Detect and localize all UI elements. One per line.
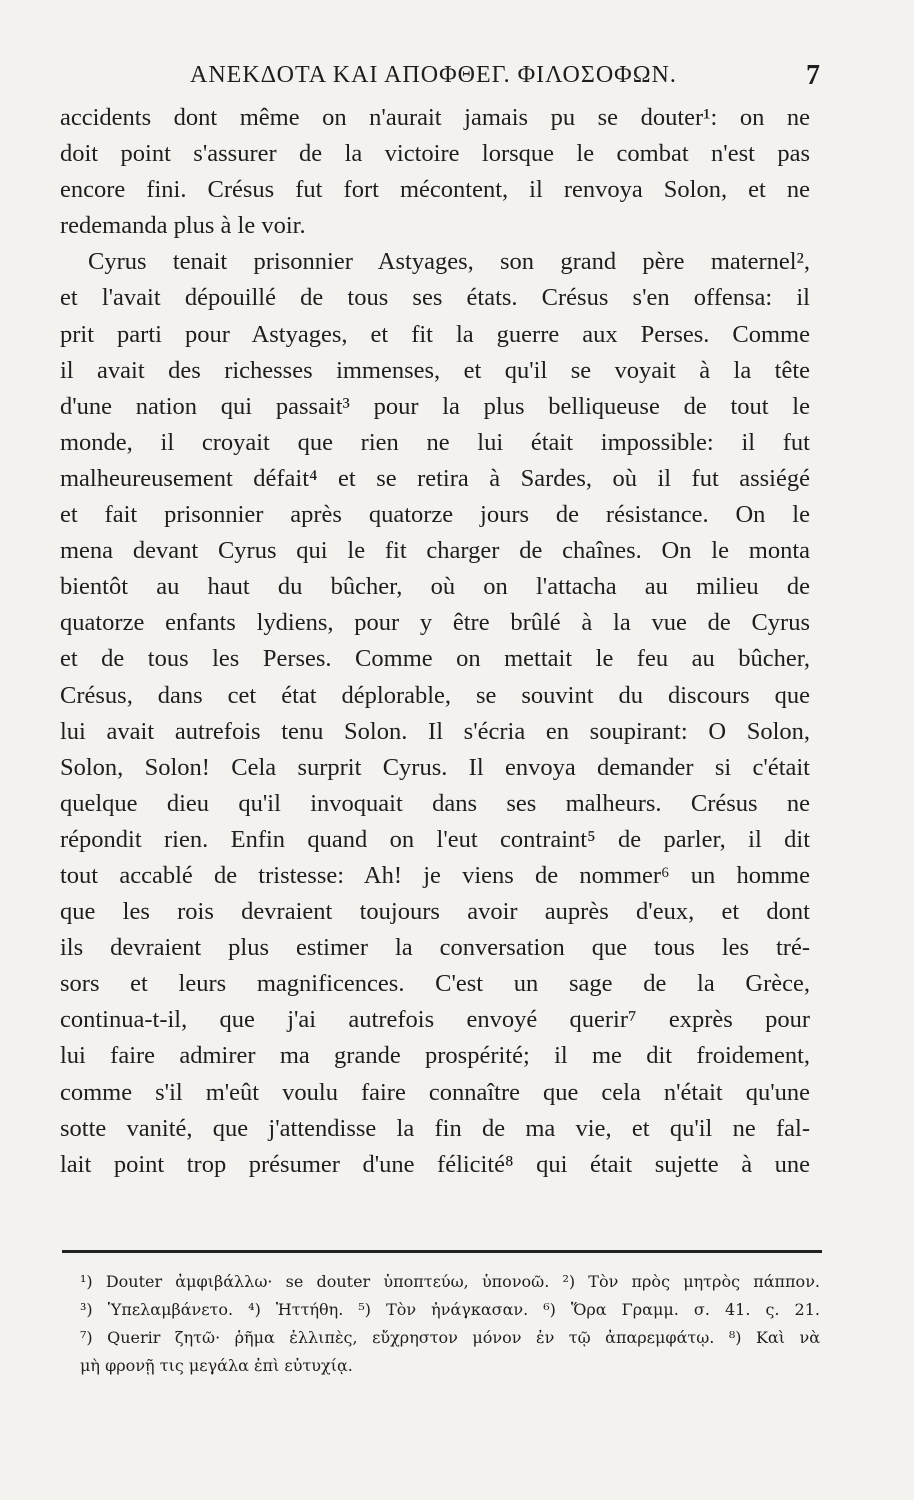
body-text	[60, 100, 810, 1183]
footnote-line: μὴ φρονῇ τις μεγάλα ἐπὶ εὐτυχίᾳ.	[80, 1356, 353, 1375]
text-line: malheureusement défait⁴ et se retira à Sardes, où il fut assiégé	[60, 464, 810, 492]
text-line: lui faire admirer ma grande prospérité; il me dit froidement,	[60, 1042, 810, 1070]
text-line: que les rois devraient toujours avoir auprès d'eux, et dont	[60, 898, 810, 926]
text-line: continua-t-il, que j'ai autrefois envoyé querir⁷ exprès pour	[60, 1006, 810, 1034]
text-line: prit parti pour Astyages, et fit la guerre aux Perses. Comme	[60, 320, 810, 348]
text-line: encore fini. Crésus fut fort mécontent, il renvoya Solon, et ne	[60, 176, 810, 204]
text-line: Crésus, dans cet état déplorable, se souvint du discours que	[60, 681, 810, 709]
text-line: Solon, Solon! Cela surprit Cyrus. Il envoya demander si c'était	[60, 753, 810, 781]
text-line: et fait prisonnier après quatorze jours de résistance. On le	[60, 501, 810, 529]
footnotes	[80, 1268, 820, 1380]
text-line: redemanda plus à le voir.	[60, 212, 306, 240]
page-header	[190, 62, 820, 102]
text-line: d'une nation qui passait³ pour la plus belliqueuse de tout le	[60, 392, 810, 420]
text-line: lait point trop présumer d'une félicité⁸ qui était sujette à une	[60, 1150, 810, 1178]
text-line: et l'avait dépouillé de tous ses états. Crésus s'en offensa: il	[60, 284, 810, 312]
text-line: bientôt au haut du bûcher, où on l'attacha au milieu de	[60, 573, 810, 601]
text-line: monde, il croyait que rien ne lui était impossible: il fut	[60, 428, 810, 456]
footnote-line: ⁷) Querir ζητῶ· ῥῆμα ἐλλιπὲς, εὔχρηστον μόνον ἐν τῷ ἀπαρεμφάτῳ. ⁸) Καὶ νὰ	[80, 1328, 820, 1347]
text-line: sors et leurs magnificences. C'est un sage de la Grèce,	[60, 970, 810, 998]
footnote-line: ¹) Douter ἀμφιβάλλω· se douter ὑποπτεύω, ὑπονοῶ. ²) Τὸν πρὸς μητρὸς πάππον.	[80, 1272, 820, 1291]
text-line: quelque dieu qu'il invoquait dans ses malheurs. Crésus ne	[60, 789, 810, 817]
text-line: répondit rien. Enfin quand on l'eut contraint⁵ de parler, il dit	[60, 825, 810, 853]
text-line: et de tous les Perses. Comme on mettait le feu au bûcher,	[60, 645, 810, 673]
text-line: Cyrus tenait prisonnier Astyages, son grand père maternel²,	[88, 248, 810, 276]
page-number: 7	[806, 60, 820, 91]
footnote-line: ³) Ὑπελαμβάνετο. ⁴) Ἡττήθη. ⁵) Τὸν ἠνάγκασαν. ⁶) Ὅρα Γραμμ. σ. 41. ς. 21.	[80, 1300, 820, 1319]
footnote-divider	[62, 1250, 822, 1253]
text-line: comme s'il m'eût voulu faire connaître que cela n'était qu'une	[60, 1078, 810, 1106]
text-line: quatorze enfants lydiens, pour y être brûlé à la vue de Cyrus	[60, 609, 810, 637]
text-line: doit point s'assurer de la victoire lorsque le combat n'est pas	[60, 140, 810, 168]
text-line: il avait des richesses immenses, et qu'il se voyait à la tête	[60, 356, 810, 384]
running-title: ΑΝΕΚΔΟΤΑ ΚΑΙ ΑΠΟΦΘΕΓ. ΦΙΛΟΣΟΦΩΝ.	[190, 62, 677, 88]
text-line: sotte vanité, que j'attendisse la fin de ma vie, et qu'il ne fal-	[60, 1114, 810, 1142]
text-line: ils devraient plus estimer la conversation que tous les tré-	[60, 934, 810, 962]
text-line: accidents dont même on n'aurait jamais pu se douter¹: on ne	[60, 104, 810, 131]
text-line: tout accablé de tristesse: Ah! je viens de nommer⁶ un homme	[60, 861, 810, 889]
text-line: mena devant Cyrus qui le fit charger de chaînes. On le monta	[60, 537, 810, 565]
text-line: lui avait autrefois tenu Solon. Il s'écria en soupirant: O Solon,	[60, 717, 810, 745]
